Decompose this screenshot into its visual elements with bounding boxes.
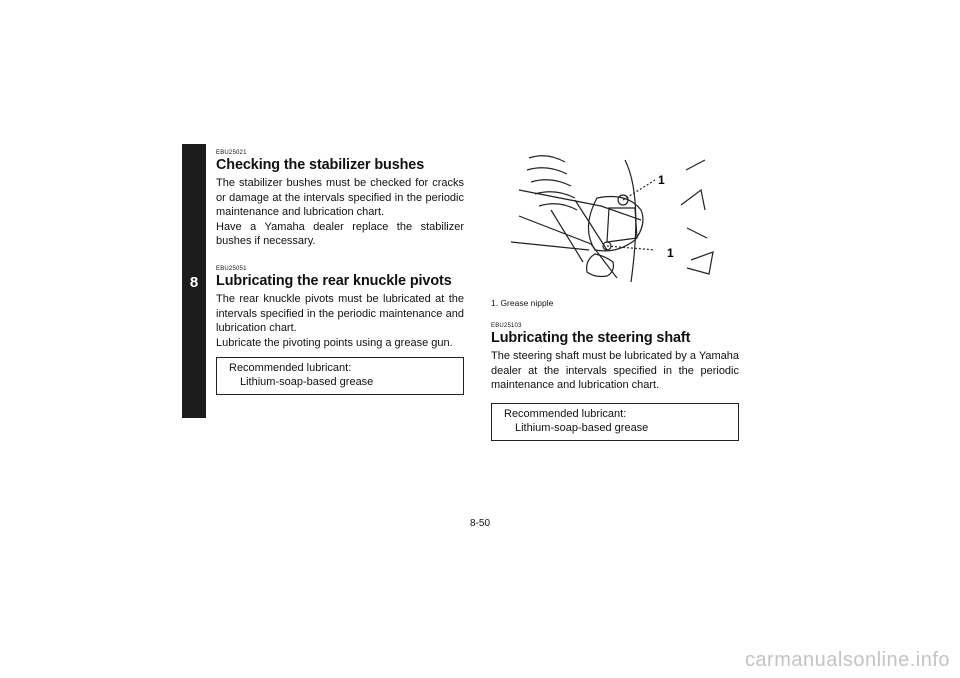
watermark: carmanualsonline.info	[744, 649, 950, 671]
callout-2: 1	[667, 246, 674, 260]
lubricant-box	[216, 357, 464, 395]
chapter-number: 8	[189, 274, 199, 291]
illustration-drawing	[491, 150, 739, 290]
section-title: Lubricating the steering shaft	[491, 330, 691, 346]
section-code: EBU25103	[491, 323, 522, 329]
paragraph: Lubricate the pivoting points using a grease gun.	[216, 336, 453, 349]
section-code: EBU25051	[216, 265, 247, 272]
section-title: Checking the stabilizer bushes	[216, 157, 425, 173]
lubricant-label: Recommended lubricant:	[504, 407, 627, 420]
section-title: Lubricating the rear knuckle pivots	[216, 272, 452, 289]
grease-nipple-illustration	[491, 150, 739, 290]
paragraph: Have a Yamaha dealer replace the stabilizer bushes if necessary.	[216, 220, 464, 248]
chapter-tab	[182, 144, 206, 418]
section-code: EBU25021	[216, 150, 247, 156]
lubricant-label: Recommended lubricant:	[229, 362, 352, 375]
lubricant-box	[491, 403, 739, 441]
callout-1: 1	[658, 173, 665, 187]
lubricant-value: Lithium-soap-based grease	[240, 376, 374, 389]
right-column	[491, 323, 739, 441]
page-number: 8-50	[469, 518, 490, 529]
paragraph: The stabilizer bushes must be checked for cracks or damage at the intervals specified in the periodic maintenance and lubrication chart.	[216, 177, 464, 219]
paragraph: The rear knuckle pivots must be lubricated at the intervals specified in the periodic maintenance and lubrication chart.	[216, 292, 464, 335]
lubricant-value: Lithium-soap-based grease	[515, 421, 649, 434]
figure-caption: 1. Grease nipple	[491, 298, 554, 308]
paragraph: The steering shaft must be lubricated by a Yamaha dealer at the intervals specified in the periodic maintenance and lubrication chart.	[491, 350, 739, 392]
left-column	[216, 150, 464, 395]
